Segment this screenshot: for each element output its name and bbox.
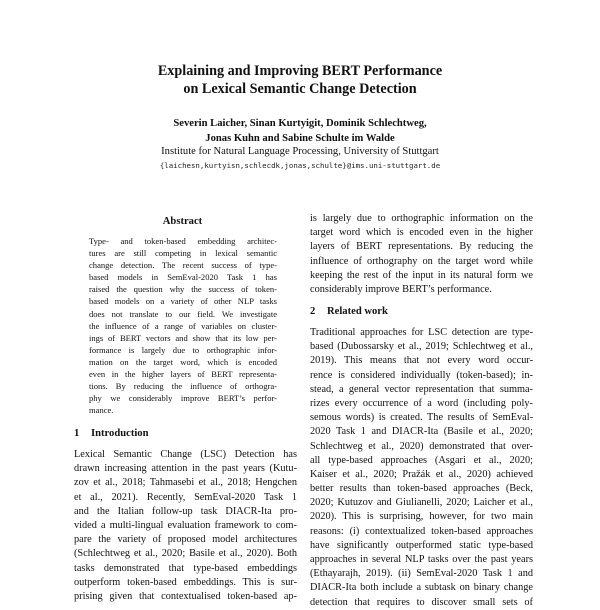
abstract-line: tures are still competing in lexical semantic xyxy=(89,248,277,259)
body-line: influence of orthography on the target word while xyxy=(310,255,533,267)
related-line: 2019). This means that not every word occur- xyxy=(310,355,533,367)
related-line: detection that requires to discover small sets of xyxy=(310,596,533,608)
abstract-line: mation on the target word, which is encoded xyxy=(89,356,277,367)
related-line: based (Dubossarsky et al., 2019; Schlechtweg et al., xyxy=(310,341,533,353)
related-line: all type-based approaches (Asgari et al., 2020; xyxy=(310,454,533,466)
abstract-line: raised the question why the success of token- xyxy=(89,284,277,295)
related-line: (Ethayarajh, 2019). (ii) SemEval-2020 Task 1 and xyxy=(310,568,533,580)
abstract-line: based models on a variety of other NLP tasks xyxy=(89,296,277,307)
body-line: target word which is encoded even in the higher xyxy=(310,227,533,239)
paper-title xyxy=(0,62,600,98)
introduction-body xyxy=(74,448,297,604)
body-line: layers of BERT representations. By reducing the xyxy=(310,241,533,253)
intro-line: vided a multi-lingual evaluation framework to com- xyxy=(74,519,297,531)
related-line: approaches in several NLP tasks over the past years xyxy=(310,554,533,565)
right-column-continuation xyxy=(310,212,533,297)
abstract-body xyxy=(89,235,277,416)
related-line: Schlechtweg et al., 2020) demonstrated that over- xyxy=(310,440,533,452)
intro-line: et al., 2021). Recently, SemEval-2020 Task 1 xyxy=(74,491,297,503)
section-number: 2 xyxy=(310,306,316,317)
related-line: semous words) is created. The results of SemEval- xyxy=(310,412,533,424)
related-line: DIACR-Ita both include a subtask on binary change xyxy=(310,582,533,594)
abstract-line: based models in SemEval-2020 Task 1 has xyxy=(89,272,277,283)
related-work-body xyxy=(310,326,533,610)
intro-line: and the Italian follow-up task DIACR-Ita pro- xyxy=(74,505,297,517)
abstract-line: change detection. The recent success of type- xyxy=(89,260,277,271)
author-line: Severin Laicher, Sinan Kurtyigit, Dominik Schlechtweg, xyxy=(173,118,427,129)
intro-line: drawn increasing attention in the past years (Kutu- xyxy=(74,463,297,475)
section-title: Introduction xyxy=(91,428,149,439)
intro-line: Lexical Semantic Change (LSC) Detection has xyxy=(74,449,297,460)
abstract-line: even in the higher layers of BERT representa- xyxy=(89,369,277,380)
section-number: 1 xyxy=(74,428,80,439)
author-list xyxy=(0,116,600,146)
related-line: 2020; Kutuzov and Giulianelli, 2020; Laicher et al., xyxy=(310,497,533,509)
related-line: 2020). This is surprising, however, for two main xyxy=(310,511,533,523)
abstract-line: Type- and token-based embedding architec- xyxy=(89,236,277,246)
abstract-line: tions. By reducing the influence of orthogra- xyxy=(89,381,277,392)
related-line: stead, a general vector representation that summa- xyxy=(310,383,533,395)
intro-line: outperform token-based embeddings. This is sur- xyxy=(74,576,297,588)
title-line: on Lexical Semantic Change Detection xyxy=(183,81,417,97)
abstract-line: ings of BERT vectors and show that its low per- xyxy=(89,332,277,343)
related-line: better results than token-based approaches (Beck, xyxy=(310,483,533,495)
related-line: rence is considered individually (token-based); in- xyxy=(310,369,533,381)
abstract-heading: Abstract xyxy=(162,216,203,227)
body-line: keeping the rest of the input in its natural form we xyxy=(310,269,533,281)
related-line: rizes every occurrence of a word (including poly- xyxy=(310,397,533,409)
related-line: Traditional approaches for LSC detection are type- xyxy=(310,327,533,338)
related-line: 2020 Task 1 and DIACR-Ita (Basile et al., 2020; xyxy=(310,426,533,438)
intro-line: pare the variety of proposed model architectures xyxy=(74,534,297,546)
author-line: Jonas Kuhn and Sabine Schulte im Walde xyxy=(205,133,395,144)
affiliation: Institute for Natural Language Processing, University of Stuttgart xyxy=(161,146,439,157)
section-heading-introduction xyxy=(74,427,149,441)
section-title: Related work xyxy=(327,306,388,317)
section-heading-related-work xyxy=(310,305,388,319)
body-line: considerably improve BERT’s performance. xyxy=(310,283,492,295)
intro-line: prising given that contextualised token-based ap- xyxy=(74,590,297,602)
related-line: Kaiser et al., 2020; Pražák et al., 2020) achieved xyxy=(310,468,533,480)
intro-line: tasks demonstrated that type-based embeddings xyxy=(74,562,297,574)
abstract-line: the influence of a range of variables on cluster- xyxy=(89,320,277,331)
abstract-line: phy we considerably improve BERT’s perfor- xyxy=(89,393,277,404)
abstract-line: formance is largely due to orthographic infor- xyxy=(89,344,277,355)
intro-line: zov et al., 2018; Tahmasebi et al., 2018; Hengchen xyxy=(74,477,297,489)
abstract-line: mance. xyxy=(89,405,114,416)
related-line: reasons: (i) contextualized token-based approaches xyxy=(310,525,533,537)
body-line: is largely due to orthographic information on the xyxy=(310,213,533,224)
intro-line: (Schlechtweg et al., 2020; Basile et al., 2020). Both xyxy=(74,548,297,560)
related-line: have significantly outperformed static type-based xyxy=(310,539,533,551)
title-line: Explaining and Improving BERT Performance xyxy=(157,63,443,79)
abstract-line: does not translate to our field. We investigate xyxy=(89,308,277,319)
author-emails: {laichesn,kurtyisn,schlecdk,jonas,schulte}@ims.uni-stuttgart.de xyxy=(159,161,441,170)
